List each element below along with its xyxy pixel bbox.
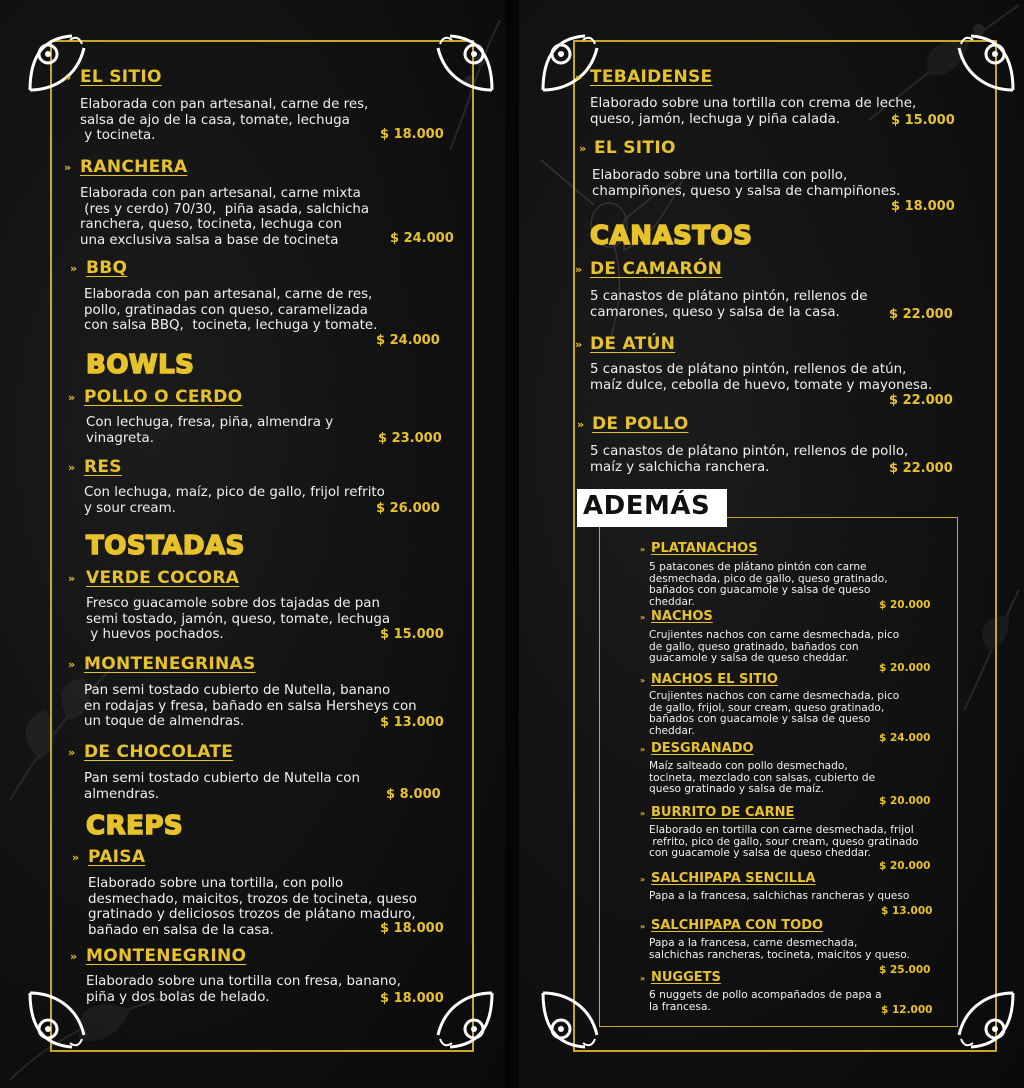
menu-item-description: Maíz salteado con pollo desmechado, tocineta, mezclado con salsas, cubierto de queso gratinado y salsa de maíz. [649,760,876,796]
menu-item-description: Elaborado sobre una tortilla, con pollo desmechado, maicitos, trozos de tocineta, queso gratinado y deliciosos trozos de plátano maduro, bañado en salsa de la casa. [88,876,417,938]
bullet-arrow-icon: » [64,161,72,174]
corner-ornament-icon [22,28,92,98]
section-heading-ademas: ADEMÁS [583,491,711,521]
menu-item-description: Con lechuga, fresa, piña, almendra y vinagreta. [86,415,334,446]
menu-item-title: DE CHOCOLATE [84,742,234,762]
menu-item-description: Crujientes nachos con carne desmechada, pico de gallo, frijol, sour cream, queso gratinado, bañados con guacamole y salsa de queso cheddar. [649,690,900,737]
corner-ornament-icon [535,28,605,98]
bullet-arrow-icon: » [70,950,78,963]
menu-item-price: $ 18.000 [380,127,444,142]
fold-divider [505,0,519,1088]
menu-item-title: DE CAMARÓN [590,259,723,279]
menu-item-price: $ 8.000 [386,787,441,802]
bullet-arrow-icon: » [70,262,78,275]
menu-item-title: PLATANACHOS [651,541,758,556]
menu-item-price: $ 20.000 [879,662,931,674]
bullet-arrow-icon: » [575,71,583,84]
corner-ornament-icon [951,28,1021,98]
menu-item-title: TEBAIDENSE [590,67,713,87]
bullet-arrow-icon: » [640,922,646,931]
menu-item-title: PAISA [88,847,146,867]
bullet-arrow-icon: » [640,613,646,622]
menu-item-description: Elaborada con pan artesanal, carne de res, salsa de ajo de la casa, tomate, lechuga y tocineta. [80,97,369,143]
menu-item-price: $ 20.000 [879,599,931,611]
bullet-arrow-icon: » [68,391,76,404]
menu-item-title: DE ATÚN [590,334,676,354]
menu-item-price: $ 12.000 [881,1004,933,1016]
bullet-arrow-icon: » [640,676,646,685]
bullet-arrow-icon: » [68,572,76,585]
menu-item-description: Papa a la francesa, carne desmechada, salchichas rancheras, tocineta, maicitos y queso. [649,937,910,961]
menu-item-description: Elaborado en tortilla con carne desmechada, frijol refrito, pico de gallo, sour cream, queso gratinado con guacamole y salsa de queso cheddar. [649,824,919,860]
bullet-arrow-icon: » [68,746,76,759]
menu-item-title: EL SITIO [80,67,162,87]
left-menu-panel [0,0,505,1088]
menu-item-description: Crujientes nachos con carne desmechada, pico de gallo, queso gratinado, bañados con guacamole y salsa de queso cheddar. [649,629,900,665]
menu-item-description: Elaborada con pan artesanal, carne mixta (res y cerdo) 70/30, piña asada, salchicha ranchera, queso, tocineta, lechuga con una exclusiva salsa a base de tocineta [80,186,370,248]
corner-ornament-icon [535,985,605,1055]
menu-item-price: $ 25.000 [879,964,931,976]
bullet-arrow-icon: » [579,142,587,155]
menu-item-title: POLLO O CERDO [84,387,243,407]
menu-item-price: $ 24.000 [879,732,931,744]
menu-item-price: $ 18.000 [380,991,444,1006]
menu-item-title: RES [84,457,122,477]
menu-item-price: $ 22.000 [889,307,953,322]
right-menu-panel [519,0,1024,1088]
menu-item-description: Pan semi tostado cubierto de Nutella con almendras. [84,771,360,802]
menu-item-description: Elaborado sobre una tortilla con fresa, banano, piña y dos bolas de helado. [86,974,401,1005]
section-heading-creps: CREPS [86,811,184,841]
menu-item-title: SALCHIPAPA SENCILLA [651,871,816,886]
menu-item-title: DESGRANADO [651,741,754,756]
menu-item-title: DE POLLO [592,414,689,434]
menu-item-title: BURRITO DE CARNE [651,805,795,820]
menu-item-price: $ 23.000 [378,431,442,446]
bullet-arrow-icon: » [575,338,583,351]
menu-item-description: Fresco guacamole sobre dos tajadas de pan semi tostado, jamón, queso, tomate, lechuga y huevos pochados. [86,596,391,642]
menu-item-price: $ 22.000 [889,461,953,476]
section-heading-canastos: CANASTOS [590,221,753,251]
bullet-arrow-icon: » [577,418,585,431]
section-heading-bowls: BOWLS [86,350,195,380]
bullet-arrow-icon: » [640,745,646,754]
menu-item-price: $ 13.000 [380,715,444,730]
menu-item-title: MONTENEGRINAS [84,654,256,674]
bullet-arrow-icon: » [575,263,583,276]
corner-ornament-icon [951,985,1021,1055]
corner-ornament-icon [22,985,92,1055]
menu-item-title: MONTENEGRINO [86,946,247,966]
menu-item-description: 5 canastos de plátano pintón, rellenos de camarones, queso y salsa de la casa. [590,289,868,320]
menu-item-title: RANCHERA [80,157,188,177]
bullet-arrow-icon: » [640,545,646,554]
menu-item-price: $ 22.000 [889,393,953,408]
menu-item-title: NACHOS EL SITIO [651,672,778,687]
bullet-arrow-icon: » [640,809,646,818]
menu-item-price: $ 24.000 [376,333,440,348]
menu-item-price: $ 15.000 [891,113,955,128]
corner-ornament-icon [430,28,500,98]
menu-item-description: 6 nuggets de pollo acompañados de papa a la francesa. [649,989,882,1013]
bullet-arrow-icon: » [640,974,646,983]
bullet-arrow-icon: » [68,461,76,474]
section-heading-tostadas: TOSTADAS [86,531,245,561]
menu-item-description: 5 patacones de plátano pintón con carne desmechada, pico de gallo, queso gratinado, bañados con guacamole y salsa de queso cheddar. [649,561,888,608]
menu-item-description: Elaborado sobre una tortilla con pollo, champiñones, queso y salsa de champiñones. [592,168,901,199]
menu-item-price: $ 24.000 [390,231,454,246]
bullet-arrow-icon: » [68,658,76,671]
menu-item-description: Papa a la francesa, salchichas rancheras y queso [649,890,910,902]
menu-item-price: $ 18.000 [380,921,444,936]
menu-item-title: VERDE COCORA [86,568,240,588]
menu-item-title: BBQ [86,258,128,278]
bullet-arrow-icon: » [72,851,80,864]
menu-item-title: NUGGETS [651,970,721,985]
menu-item-description: Elaborado sobre una tortilla con crema de leche, queso, jamón, lechuga y piña calada. [590,96,917,127]
menu-item-description: 5 canastos de plátano pintón, rellenos de atún, maíz dulce, cebolla de huevo, tomate y mayonesa. [590,362,933,393]
bullet-arrow-icon: » [64,71,72,84]
bullet-arrow-icon: » [640,875,646,884]
menu-item-price: $ 20.000 [879,860,931,872]
menu-item-title: NACHOS [651,609,713,624]
menu-item-description: Elaborada con pan artesanal, carne de res, pollo, gratinadas con queso, caramelizada con salsa BBQ, tocineta, lechuga y tomate. [84,287,378,333]
menu-item-price: $ 13.000 [881,905,933,917]
menu-item-price: $ 15.000 [380,627,444,642]
menu-item-title: EL SITIO [594,138,676,158]
menu-item-title: SALCHIPAPA CON TODO [651,918,824,933]
menu-item-price: $ 26.000 [376,501,440,516]
menu-item-description: Pan semi tostado cubierto de Nutella, banano en rodajas y fresa, bañado en salsa Hersheys con un toque de almendras. [84,683,417,729]
menu-item-price: $ 20.000 [879,795,931,807]
menu-item-description: 5 canastos de plátano pintón, rellenos de pollo, maíz y salchicha ranchera. [590,444,909,475]
menu-item-description: Con lechuga, maíz, pico de gallo, frijol refrito y sour cream. [84,485,385,516]
menu-item-price: $ 18.000 [891,199,955,214]
